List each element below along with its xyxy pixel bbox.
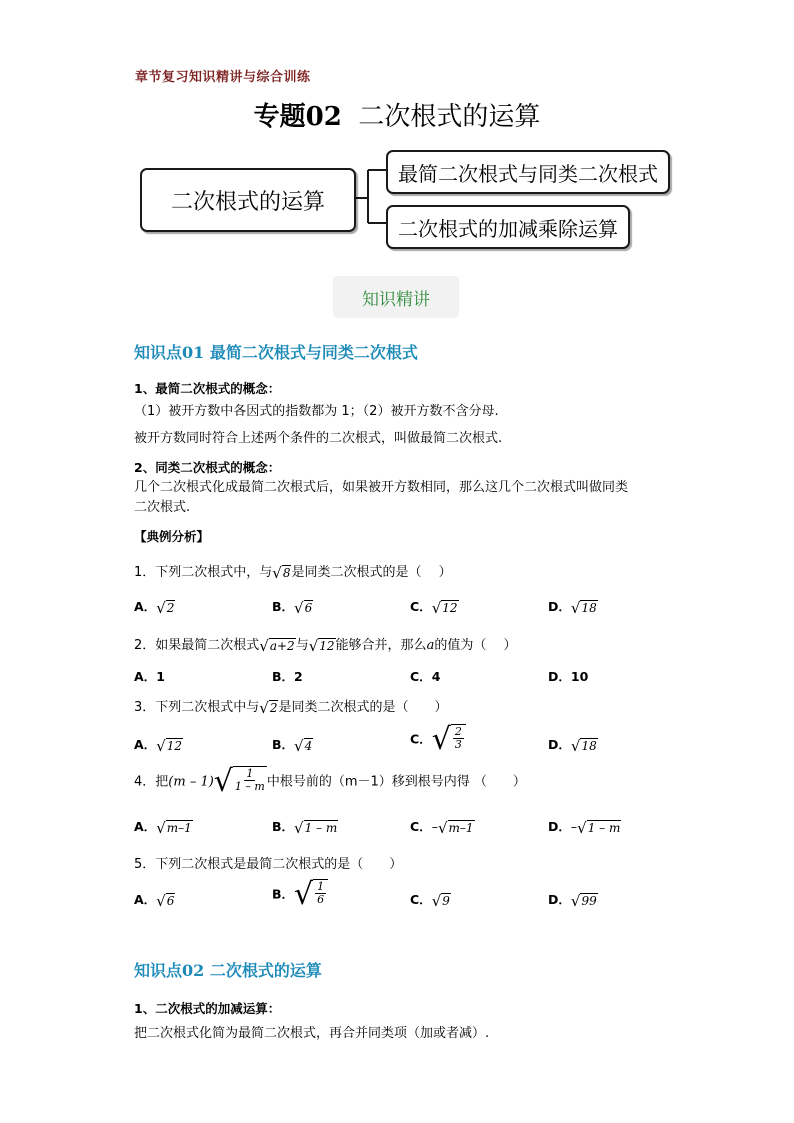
q2-option-a[interactable]: A．1 <box>134 669 165 684</box>
kp2-heading: 知识点02 二次根式的运算 <box>134 961 322 980</box>
q2-option-d[interactable]: D．10 <box>548 669 589 684</box>
kp2-concept1-line1: 把二次根式化简为最简二次根式，再合并同类项（加或者减）. <box>134 1026 490 1041</box>
q2-option-c[interactable]: C．4 <box>410 669 441 684</box>
sqrt-expression: √ 8 <box>272 563 291 582</box>
q3-option-c[interactable]: C． √ $\frac{2}{3}$ <box>410 724 466 756</box>
q5-option-b[interactable]: B． √ $\frac{1}{6}$ <box>272 879 328 911</box>
q5-option-a[interactable]: A． √ 6 <box>134 891 175 910</box>
kp1-concept2-line1: 几个二次根式化成最简二次根式后，如果被开方数相同，那么这几个二次根式叫做同类 <box>134 480 629 495</box>
q1-option-d[interactable]: D． √ 18 <box>548 598 597 617</box>
title-main: 二次根式的运算 <box>358 102 541 132</box>
kp1-heading: 知识点01 最简二次根式与同类二次根式 <box>134 343 418 362</box>
example-title: 【典例分析】 <box>134 529 210 544</box>
mindmap-connector <box>350 165 390 235</box>
title-prefix: 专题02 <box>253 102 342 132</box>
mindmap-root: 二次根式的运算 <box>140 168 356 232</box>
question-5: 5．下列二次根式是最简二次根式的是（ ） <box>134 857 403 872</box>
kp1-concept1-title: 1、最简二次根式的概念： <box>134 381 281 396</box>
q1-option-c[interactable]: C． √ 12 <box>410 598 458 617</box>
page-title <box>0 96 794 133</box>
q4-option-d[interactable]: D．– √ 1 – m <box>548 818 621 837</box>
mindmap-child-1: 最简二次根式与同类二次根式 <box>386 150 670 194</box>
question-4: 4．把(m – 1) √ $\frac{1}{1 - m}$ 中根号前的（m－1）移到根号内得 （ ） <box>134 764 526 799</box>
q4-option-c[interactable]: C．– √ m–1 <box>410 818 474 837</box>
header-tag: 章节复习知识精讲与综合训练 <box>135 70 311 85</box>
question-1: 1．下列二次根式中，与 √ 8 是同类二次根式的是（ ） <box>134 563 452 582</box>
section-badge: 知识精讲 <box>333 276 459 318</box>
q4-option-b[interactable]: B． √ 1 – m <box>272 818 338 837</box>
kp1-concept1-line1: （1）被开方数中各因式的指数都为 1；（2）被开方数不含分母. <box>134 404 499 419</box>
q3-option-d[interactable]: D． √ 18 <box>548 736 597 755</box>
question-2: 2．如果最简二次根式 √ a+2 与 √ 12 能够合并，那么a的值为（ ） <box>134 636 517 655</box>
q5-option-d[interactable]: D． √ 99 <box>548 891 597 910</box>
q1-option-b[interactable]: B． √ 6 <box>272 598 313 617</box>
q3-option-a[interactable]: A． √ 12 <box>134 736 183 755</box>
q1-option-a[interactable]: A． √ 2 <box>134 598 175 617</box>
kp2-concept1-title: 1、二次根式的加减运算： <box>134 1001 281 1016</box>
question-3: 3．下列二次根式中与 √ 2 是同类二次根式的是（ ） <box>134 698 448 717</box>
q2-option-b[interactable]: B．2 <box>272 669 303 684</box>
kp1-concept1-line2: 被开方数同时符合上述两个条件的二次根式，叫做最简二次根式. <box>134 431 503 446</box>
q5-option-c[interactable]: C． √ 9 <box>410 891 450 910</box>
mindmap-child-2: 二次根式的加减乘除运算 <box>386 205 630 249</box>
kp1-concept2-line2: 二次根式. <box>134 500 191 515</box>
q3-option-b[interactable]: B． √ 4 <box>272 736 313 755</box>
kp1-concept2-title: 2、同类二次根式的概念： <box>134 460 281 475</box>
q4-option-a[interactable]: A． √ m–1 <box>134 818 192 837</box>
